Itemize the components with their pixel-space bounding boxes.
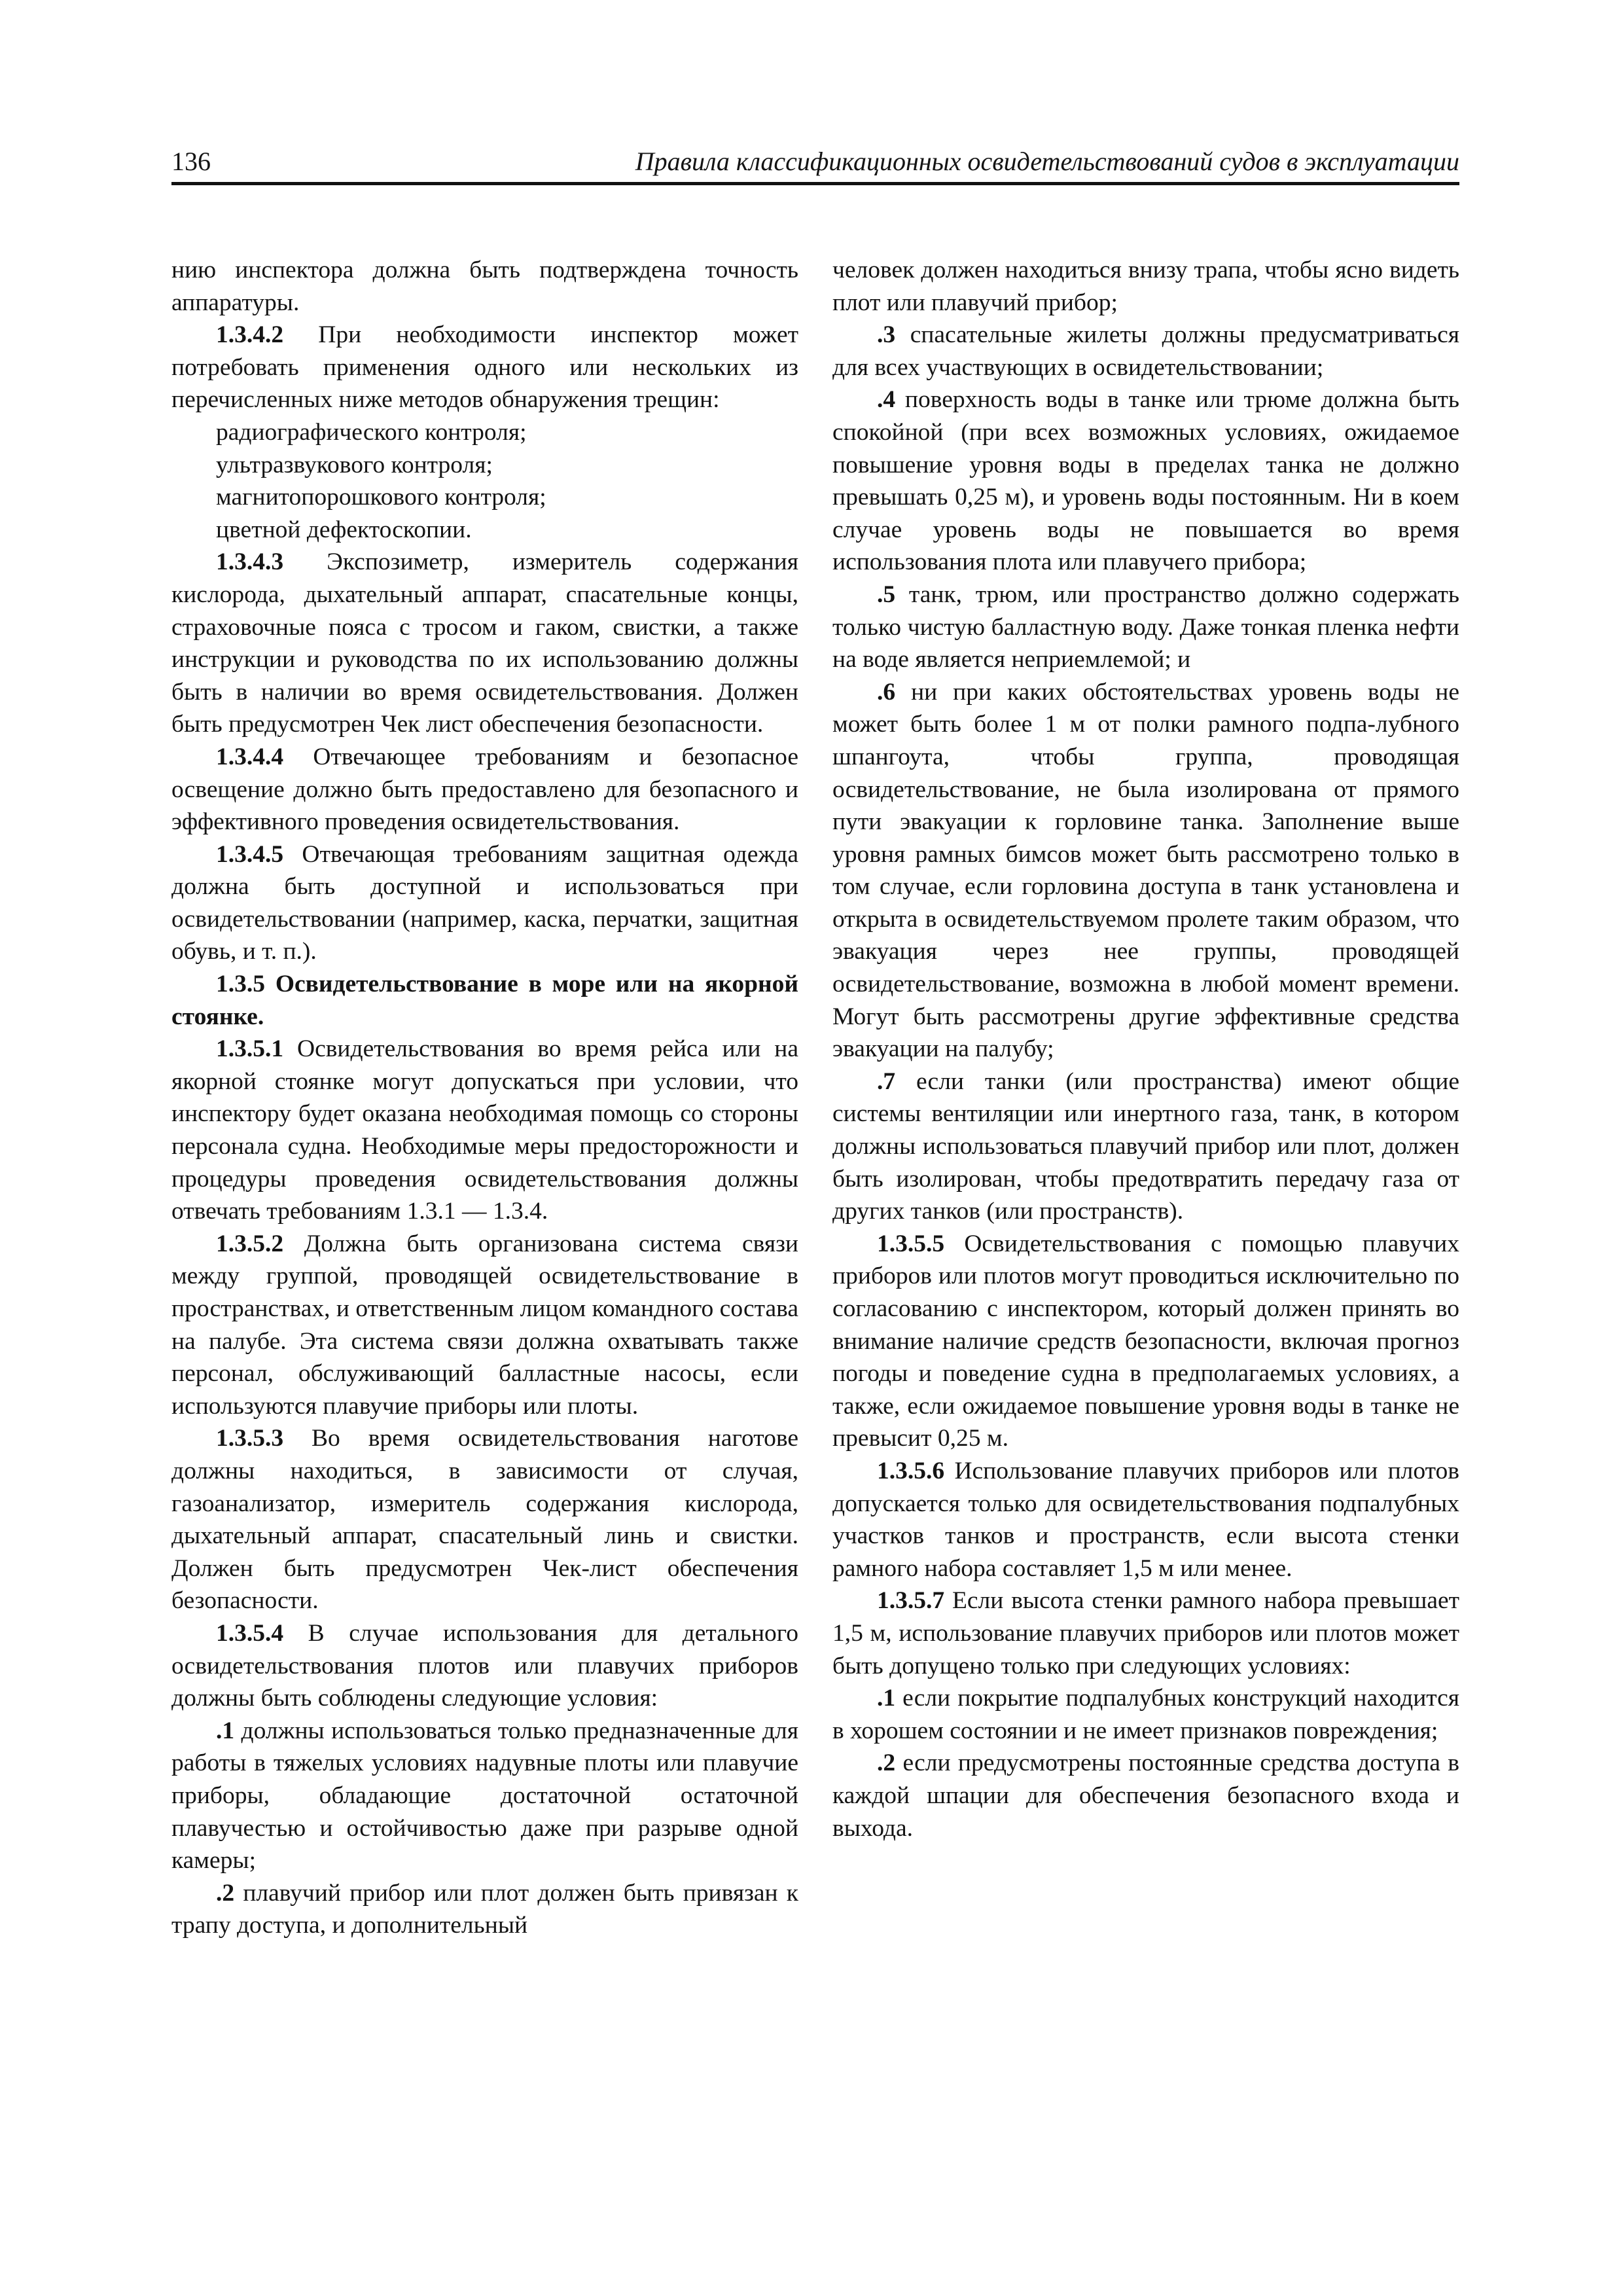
item-number: .3 bbox=[877, 321, 896, 349]
clause-number: 1.3.4.4 bbox=[216, 743, 284, 770]
clause-number: 1.3.4.2 bbox=[216, 321, 284, 349]
paragraph-1-3-4-4: 1.3.4.4 Отвечающее требованиям и безопасное освещение должно быть предоставлено для безопасного и эффективного проведения освидетельствования. bbox=[171, 743, 798, 836]
condition-item-4: .4 поверхность воды в танке или трюме должна быть спокойной (при всех возможных условиях, ожидаемое повышение уровня воды в пределах танка не должно превышать 0,25 м), и уровень воды постоянным. Ни в коем случае уровень воды не повышается во время использования плота или плавучего прибора; bbox=[832, 386, 1459, 576]
paragraph-1-3-5-6: 1.3.5.6 Использование плавучих приборов или плотов допускается только для освидетельствования подпалубных участков танков и пространств, если высота стенки рамного набора составляет 1,5 м или менее. bbox=[832, 1457, 1459, 1582]
clause-number: 1.3.5.6 bbox=[877, 1457, 945, 1484]
clause-number: 1.3.5.1 bbox=[216, 1035, 284, 1063]
item-number: .2 bbox=[216, 1879, 235, 1907]
item-number: .5 bbox=[877, 581, 896, 608]
item-number: .6 bbox=[877, 678, 896, 706]
list-item: радиографического контроля; bbox=[216, 418, 527, 446]
clause-number: 1.3.5.4 bbox=[216, 1619, 284, 1647]
condition-item-6: .6 ни при каких обстоятельствах уровень воды не может быть более 1 м от полки рамного подпа-лубного шпангоута, чтобы группа, проводящая освидетельствование, не была изолирована от прямого пути эвакуации к горловине танка. Заполнение выше уровня рамных бимсов может быть рассмотрено только в том случае, если горловина доступа в танк установлена и открыта в освидетельствуемом пролете таким образом, что эвакуация через нее группы, проводящей освидетельствование, возможна в любой момент времени. Могут быть рассмотрены другие эффективные средства эвакуации на палубу; bbox=[832, 678, 1459, 1063]
condition-item-1: .1 должны использоваться только предназначенные для работы в тяжелых условиях надувные плоты или плавучие приборы, обладающие достаточной остаточной плавучестью и остойчивостью даже при разрыве одной камеры; bbox=[171, 1717, 798, 1874]
condition-item-2: .2 если предусмотрены постоянные средства доступа в каждой шпации для обеспечения безопасного входа и выхода. bbox=[832, 1749, 1459, 1842]
condition-item-1: .1 если покрытие подпалубных конструкций находится в хорошем состоянии и не имеет признаков повреждения; bbox=[832, 1685, 1459, 1744]
list-item: цветной дефектоскопии. bbox=[216, 516, 472, 543]
paragraph-1-3-5-3: 1.3.5.3 Во время освидетельствования наготове должны находиться, в зависимости от случая, газоанализатор, измеритель содержания кислорода, дыхательный аппарат, спасательный линь и свистки. Должен быть предусмотрен Чек-лист обеспечения безопасности. bbox=[171, 1425, 798, 1615]
list-item: магнитопорошкового контроля; bbox=[216, 484, 546, 511]
condition-item-5: .5 танк, трюм, или пространство должно содержать только чистую балластную воду. Даже тонкая пленка нефти на воде является неприемлемой; и bbox=[832, 581, 1459, 673]
section-heading-1-3-5: 1.3.5 Освидетельствование в море или на якорной стоянке. bbox=[171, 971, 798, 1030]
item-number: .2 bbox=[877, 1749, 896, 1777]
running-title: Правила классификационных освидетельствований судов в эксплуатации bbox=[635, 147, 1459, 176]
clause-number: 1.3.4.5 bbox=[216, 840, 284, 868]
paragraph: человек должен находиться внизу трапа, чтобы ясно видеть плот или плавучий прибор; bbox=[832, 257, 1459, 316]
condition-item-7: .7 если танки (или пространства) имеют общие системы вентиляции или инертного газа, танк, в котором должны использоваться плавучий прибор или плот, должен быть изолирован, чтобы предотвратить передачу газа от других танков (или пространств). bbox=[832, 1067, 1459, 1225]
condition-item-3: .3 спасательные жилеты должны предусматриваться для всех участвующих в освидетельствовании; bbox=[832, 321, 1459, 381]
paragraph-1-3-5-2: 1.3.5.2 Должна быть организована система связи между группой, проводящей освидетельствование в пространствах, и ответственным лицом командного состава на палубе. Эта система связи должна охватывать также персонал, обслуживающий балластные насосы, если используются плавучие приборы или плоты. bbox=[171, 1230, 798, 1420]
clause-number: 1.3.5.7 bbox=[877, 1587, 945, 1615]
left-column bbox=[171, 254, 798, 1942]
paragraph-1-3-5-1: 1.3.5.1 Освидетельствования во время рейса или на якорной стоянке могут допускаться при условии, что инспектору будет оказана необходимая помощь со стороны персонала судна. Необходимые меры предосторожности и процедуры проведения освидетельствования должны отвечать требованиям 1.3.1 — 1.3.4. bbox=[171, 1035, 798, 1225]
page-number: 136 bbox=[171, 147, 211, 176]
right-column bbox=[832, 254, 1459, 1844]
clause-number: 1.3.5.3 bbox=[216, 1425, 284, 1452]
item-number: .4 bbox=[877, 386, 896, 414]
paragraph-1-3-5-7: 1.3.5.7 Если высота стенки рамного набора превышает 1,5 м, использование плавучих приборов или плотов может быть допущено только при следующих условиях: bbox=[832, 1587, 1459, 1679]
item-number: .7 bbox=[877, 1067, 896, 1095]
item-number: .1 bbox=[216, 1717, 235, 1744]
paragraph-1-3-4-3: 1.3.4.3 Экспозиметр, измеритель содержания кислорода, дыхательный аппарат, спасательные концы, страховочные пояса с тросом и гаком, свистки, а также инструкции и руководства по их использованию должны быть в наличии во время освидетельствования. Должен быть предусмотрен Чек лист обеспечения безопасности. bbox=[171, 548, 798, 738]
clause-number: 1.3.5.5 bbox=[877, 1230, 945, 1257]
item-number: .1 bbox=[877, 1685, 896, 1712]
clause-number: 1.3.5.2 bbox=[216, 1230, 284, 1257]
paragraph: нию инспектора должна быть подтверждена точность аппаратуры. bbox=[171, 257, 798, 316]
condition-item-2: .2 плавучий прибор или плот должен быть привязан к трапу доступа, и дополнительный bbox=[171, 1879, 798, 1939]
paragraph-1-3-5-4: 1.3.5.4 В случае использования для детального освидетельствования плотов или плавучих приборов должны быть соблюдены следующие условия: bbox=[171, 1619, 798, 1712]
page-header bbox=[171, 145, 1459, 182]
paragraph-1-3-5-5: 1.3.5.5 Освидетельствования с помощью плавучих приборов или плотов могут проводиться исключительно по согласованию с инспектором, который должен принять во внимание наличие средств безопасности, включая прогноз погоды и поведение судна в предполагаемых условиях, а также, если ожидаемое повышение уровня воды в танке не превысит 0,25 м. bbox=[832, 1230, 1459, 1452]
paragraph-1-3-4-5: 1.3.4.5 Отвечающая требованиям защитная одежда должна быть доступной и использоваться при освидетельствовании (например, каска, перчатки, защитная обувь, и т. п.). bbox=[171, 840, 798, 965]
clause-number: 1.3.4.3 bbox=[216, 548, 284, 576]
paragraph-1-3-4-2: 1.3.4.2 При необходимости инспектор может потребовать применения одного или нескольких из перечисленных ниже методов обнаружения трещин: bbox=[171, 321, 798, 414]
list-item: ультразвукового контроля; bbox=[216, 451, 493, 478]
header-rule bbox=[171, 182, 1459, 185]
